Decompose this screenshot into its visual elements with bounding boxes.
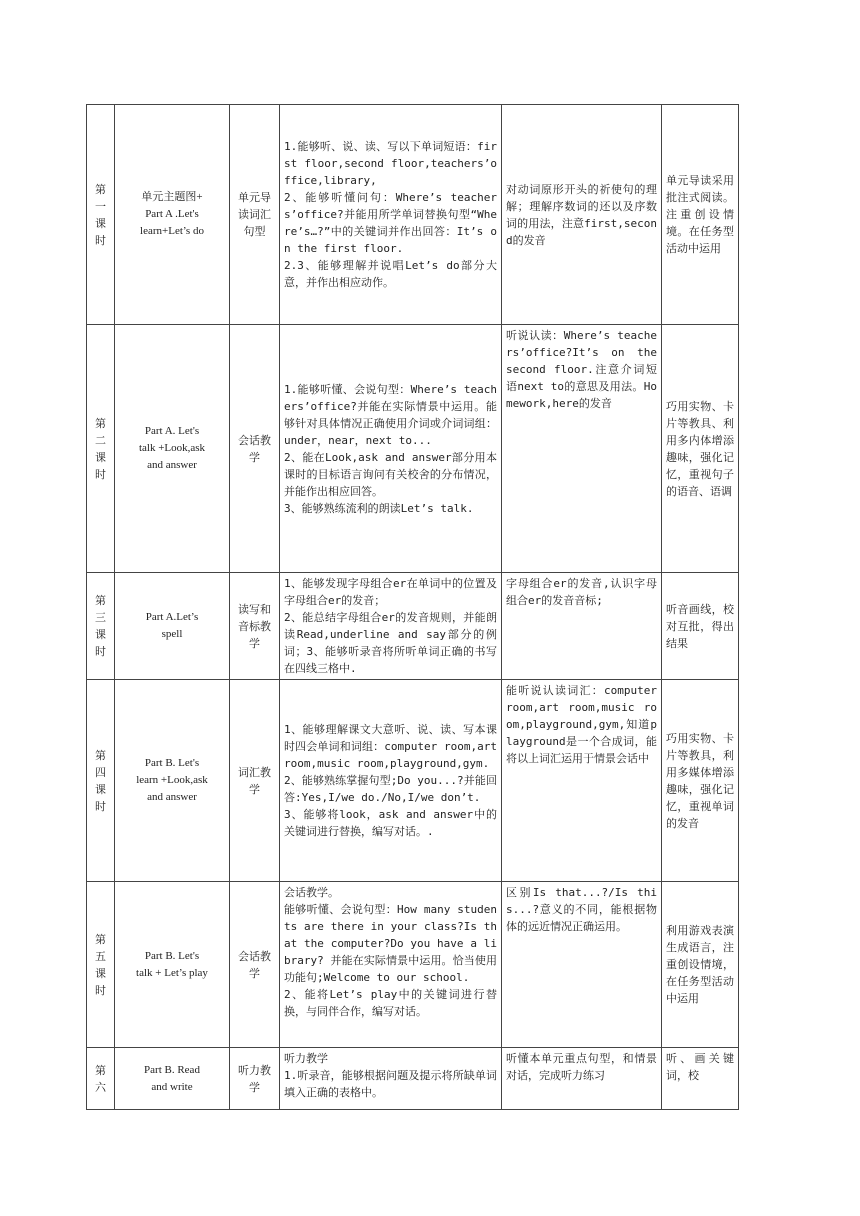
content-cell — [115, 1048, 230, 1110]
goal-line: 2、能够听懂问句：Where’s teachers’office?并能用所学单词替换句型“Where’s…?”中的关键词并作出回答：It’s on the first floor. — [284, 191, 497, 255]
type-text: 会话教学 — [238, 949, 271, 980]
method-text: 单元导读采用批注式阅读。注重创设情境。在任务型活动中运用 — [666, 174, 734, 255]
goal-line: 3、能够熟练流利的朗读Let’s talk. — [284, 501, 474, 515]
goal-line: 1、能够发现字母组合er在单词中的位置及字母组合er的发音； — [284, 577, 497, 607]
focus-cell — [502, 325, 662, 573]
goal-line: 3、能够将look，ask and answer中的关键词进行替换，编写对话。. — [284, 808, 497, 838]
table-row — [87, 1048, 739, 1110]
focus-cell — [502, 1048, 662, 1110]
goal-line: 2、能总结字母组合er的发音规则，并能朗读Read,underline and say部分的例词；3、能够听录音将所听单词正确的书写在四线三格中. — [284, 611, 497, 675]
goal-cell — [280, 882, 502, 1048]
period-text: 第五课时 — [95, 932, 106, 997]
method-text: 巧用实物、卡片等教具、利用多内体增添趣味，强化记忆，重视句子的语音、语调 — [666, 399, 734, 498]
content-cell — [115, 325, 230, 573]
table-row — [87, 325, 739, 573]
goal-line: 能够听懂、会说句型：How many students are there in your class?Is that the computer?Do you have a library? 并能在实际情景中运用。恰当使用功能句;Welcome to our school. — [284, 903, 497, 984]
method-cell — [662, 882, 739, 1048]
method-cell — [662, 1048, 739, 1110]
goal-line: 会话教学。 — [284, 886, 339, 899]
type-cell — [230, 680, 280, 882]
goal-cell — [280, 1048, 502, 1110]
type-cell — [230, 325, 280, 573]
type-cell — [230, 573, 280, 680]
content-line: and write — [151, 1080, 193, 1093]
content-line: talk +Look,ask — [138, 442, 206, 454]
period-cell — [87, 325, 115, 573]
type-text: 会话教学 — [238, 433, 271, 464]
content-line: learn +Look,ask — [136, 774, 208, 786]
type-cell — [230, 1048, 280, 1110]
goal-line: 2.3、能够理解并说唱Let’s do部分大意，并作出相应动作。 — [284, 259, 497, 289]
focus-text: 字母组合er的发音,认识字母组合er的发音音标; — [506, 577, 657, 607]
period-cell — [87, 573, 115, 680]
content-line: Part A.Let’s — [145, 611, 199, 623]
period-cell — [87, 882, 115, 1048]
focus-text: 区别Is that...?/Is this...?意义的不同，能根据物体的远近情况正确运用。 — [506, 886, 657, 933]
period-text: 第四课时 — [95, 748, 106, 813]
period-cell — [87, 1048, 115, 1110]
type-text: 听力教学 — [238, 1063, 271, 1094]
type-text: 读写和音标教学 — [238, 602, 271, 650]
content-line: Part A .Let's — [145, 208, 199, 220]
period-text: 第二课时 — [95, 416, 106, 481]
goal-line: 1、能够理解课文大意听、说、读、写本课时四会单词和词组：computer room,art room,music room,playground,gym. — [284, 723, 497, 770]
period-text: 第三课时 — [95, 594, 106, 658]
lesson-plan-table — [86, 104, 739, 1110]
focus-text: 能听说认读词汇：computer room,art room,music room,playground,gym,知道playground是一个合成词，能将以上词汇运用于情景会话中 — [506, 684, 657, 765]
type-cell — [230, 882, 280, 1048]
type-cell — [230, 105, 280, 325]
goal-line: 2、能将Let’s play中的关键词进行替换，与同伴合作，编写对话。 — [284, 988, 497, 1018]
goal-line: 2、能在Look,ask and answer部分用本课时的目标语言询问有关校舍的分布情况，并能作出相应回答。 — [284, 450, 497, 498]
content-line: 单元主题图+ — [141, 191, 203, 203]
goal-cell — [280, 105, 502, 325]
goal-cell — [280, 325, 502, 573]
method-text: 听、画关键词，校 — [666, 1052, 734, 1082]
content-line: Part B. Read — [144, 1063, 200, 1076]
focus-text: 听说认读：Where’s teachers’office?It’s on the second floor.注意介词短语next to的意思及用法。Homework,here的发音 — [506, 329, 657, 410]
focus-cell — [502, 680, 662, 882]
table-row — [87, 882, 739, 1048]
period-cell — [87, 105, 115, 325]
table-row — [87, 573, 739, 680]
method-cell — [662, 105, 739, 325]
content-cell — [115, 105, 230, 325]
goal-line: 2、能够熟练掌握句型;Do you...?并能回答:Yes,I/we do./No,I/we don’t. — [284, 774, 497, 804]
goal-line: 听力教学 — [284, 1052, 328, 1065]
focus-cell — [502, 105, 662, 325]
table-row — [87, 680, 739, 882]
content-line: Part B. Let's — [144, 757, 200, 769]
focus-cell — [502, 882, 662, 1048]
content-line: Part B. Let's — [144, 949, 200, 962]
content-cell — [115, 573, 230, 680]
content-cell — [115, 680, 230, 882]
content-line: Part A. Let's — [144, 425, 200, 437]
content-cell — [115, 882, 230, 1048]
goal-cell — [280, 573, 502, 680]
focus-text: 听懂本单元重点句型，和情景对话，完成听力练习 — [506, 1052, 657, 1082]
period-text: 第一课时 — [95, 182, 106, 247]
content-line: and answer — [147, 791, 197, 803]
type-text: 单元导读词汇句型 — [238, 191, 271, 238]
goal-line: 1.能够听、说、读、写以下单词短语：first floor,second floor,teachers’office,library, — [284, 140, 497, 187]
goal-line: 1.能够听懂、会说句型：Where’s teachers’office?并能在实际情景中运用。能够针对具体情况正确使用介词或介词词组：under，near，next to... — [284, 382, 497, 447]
content-line: and answer — [147, 459, 197, 471]
focus-text: 对动词原形开头的祈使句的理解；理解序数词的还以及序数词的用法，注意first,second的发音 — [506, 182, 657, 247]
goal-line: 1.听录音，能够根据问题及提示将所缺单词填入正确的表格中。 — [284, 1069, 497, 1099]
method-text: 利用游戏表演生成语言，注重创设情境，在任务型活动中运用 — [666, 924, 734, 1005]
content-line: learn+Let’s do — [140, 225, 204, 237]
goal-cell — [280, 680, 502, 882]
period-cell — [87, 680, 115, 882]
content-line: spell — [161, 628, 183, 640]
content-line: talk + Let’s play — [136, 966, 208, 979]
method-text: 巧用实物、卡片等教具，利用多媒体增添趣味，强化记忆，重视单词的发音 — [666, 731, 734, 830]
method-text: 听音画线，校对互批，得出结果 — [666, 602, 734, 650]
period-text: 第六 — [95, 1063, 106, 1094]
table-row — [87, 105, 739, 325]
focus-cell — [502, 573, 662, 680]
method-cell — [662, 680, 739, 882]
type-text: 词汇教学 — [238, 765, 271, 796]
method-cell — [662, 325, 739, 573]
method-cell — [662, 573, 739, 680]
